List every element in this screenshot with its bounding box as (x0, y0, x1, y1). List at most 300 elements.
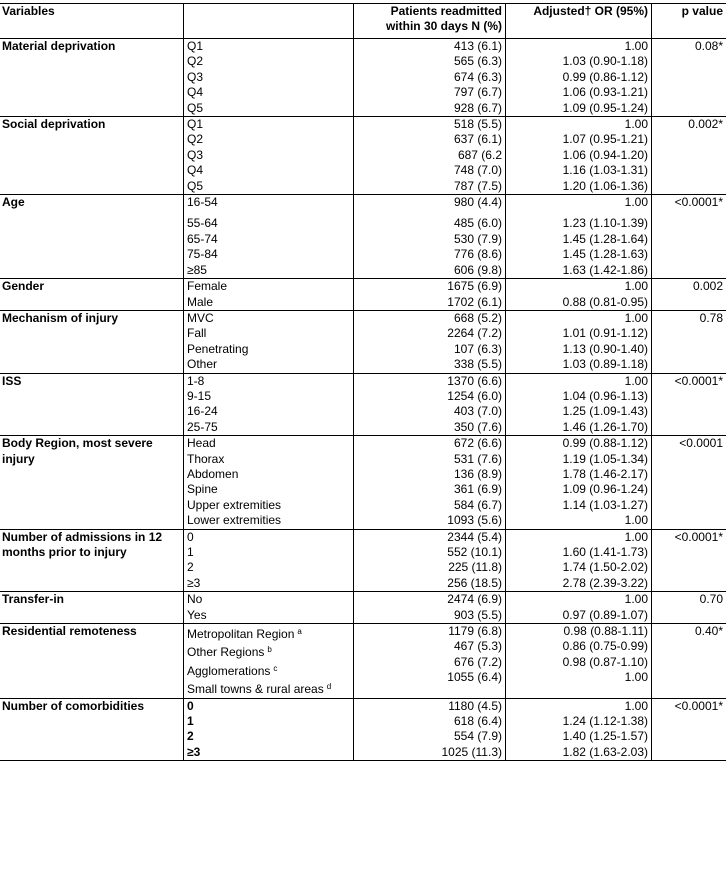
table-row (0, 624, 726, 699)
odds-ratio-value-text: 1.25 (1.09-1.43) (562, 404, 648, 419)
odds-ratio-value-text: 1.40 (1.25-1.57) (562, 729, 648, 744)
odds-ratio-value-text: 1.00 (624, 698, 648, 713)
patients-value-text: 1025 (11.3) (441, 744, 502, 759)
patients-value (357, 85, 502, 100)
variable-name: ISS (0, 373, 184, 436)
patients-value (357, 389, 502, 404)
patients-value (357, 263, 502, 278)
odds-ratio-value-text: 1.46 (1.26-1.70) (562, 419, 648, 434)
table-row (0, 698, 726, 761)
patients-value (357, 452, 502, 467)
header-or: Adjusted† OR (95%) (506, 4, 652, 39)
level-label-text: ≥3 (187, 575, 201, 590)
level-label (187, 679, 350, 697)
odds-ratio-value-cell (506, 39, 652, 117)
patients-value (357, 655, 502, 670)
patients-value-text: 361 (6.9) (453, 482, 502, 497)
header-levels (184, 4, 354, 39)
patients-value-text: 672 (6.6) (453, 436, 502, 451)
footnote-marker: a (297, 627, 302, 637)
level-label-cell (184, 310, 354, 373)
patients-value (357, 247, 502, 262)
odds-ratio-value-text: 0.88 (0.81-0.95) (562, 294, 648, 309)
footnote-marker: b (267, 645, 272, 655)
patients-value (357, 357, 502, 372)
patients-value (357, 54, 502, 69)
level-label-text: Spine (187, 482, 218, 497)
patients-value (357, 163, 502, 178)
odds-ratio-value (509, 745, 648, 760)
odds-ratio-value-text: 1.23 (1.10-1.39) (562, 216, 648, 231)
odds-ratio-value (509, 374, 648, 389)
level-label (187, 357, 350, 372)
level-label-text: Head (187, 436, 216, 451)
odds-ratio-value-text: 1.07 (0.95-1.21) (562, 132, 648, 147)
patients-value (357, 216, 502, 231)
patients-value-text: 676 (7.2) (453, 654, 502, 669)
patients-value (357, 117, 502, 132)
patients-value-text: 338 (5.5) (453, 357, 502, 372)
patients-value-text: 1179 (6.8) (448, 624, 502, 639)
odds-ratio-value-text: 0.98 (0.87-1.10) (562, 654, 648, 669)
odds-ratio-value (509, 295, 648, 310)
odds-ratio-value-cell (506, 624, 652, 699)
patients-value-text: 530 (7.9) (453, 231, 502, 246)
patients-value-text: 565 (6.3) (453, 54, 502, 69)
patients-value (357, 148, 502, 163)
level-label (187, 498, 350, 513)
patients-value (357, 326, 502, 341)
level-label (187, 132, 350, 147)
patients-value (357, 714, 502, 729)
odds-ratio-value-cell (506, 529, 652, 592)
odds-ratio-value-text: 1.60 (1.41-1.73) (562, 545, 648, 559)
footnote-marker: d (326, 682, 332, 692)
patients-value (357, 179, 502, 194)
odds-ratio-value-cell (506, 436, 652, 529)
patients-value-cell (354, 529, 506, 592)
patients-value (357, 342, 502, 357)
level-label-cell (184, 117, 354, 195)
level-label-cell (184, 698, 354, 761)
table-row (0, 436, 726, 529)
odds-ratio-value-text: 0.99 (0.88-1.12) (562, 436, 648, 451)
patients-value-text: 748 (7.0) (453, 163, 502, 178)
odds-ratio-value (509, 639, 648, 654)
level-label (187, 374, 350, 389)
odds-ratio-value (509, 117, 648, 132)
odds-ratio-value (509, 85, 648, 100)
variable-name: Transfer-in (0, 592, 184, 624)
patients-value-text: 350 (7.6) (453, 419, 502, 434)
odds-ratio-value (509, 714, 648, 729)
level-label-text: 1 (187, 714, 194, 729)
odds-ratio-value (509, 263, 648, 278)
patients-value (357, 545, 502, 560)
odds-ratio-value-text: 1.00 (624, 195, 648, 210)
odds-ratio-value-text: 1.20 (1.06-1.36) (562, 178, 648, 193)
patients-value-text: 776 (8.6) (453, 247, 502, 262)
variable-name: Number of admissions in 12 months prior to injury (0, 529, 184, 592)
p-value: 0.002 (652, 279, 726, 311)
patients-value-cell (354, 310, 506, 373)
patients-value (357, 467, 502, 482)
patients-value-text: 1093 (5.6) (447, 513, 502, 528)
patients-value-cell (354, 195, 506, 279)
table-row (0, 195, 726, 279)
odds-ratio-value (509, 436, 648, 451)
odds-ratio-value (509, 132, 648, 147)
patients-value-cell (354, 624, 506, 699)
level-label-text: ≥3 (187, 744, 201, 759)
odds-ratio-value-text: 1.00 (624, 279, 648, 294)
odds-ratio-value (509, 389, 648, 404)
patients-value-text: 687 (6.2 (457, 147, 502, 162)
patients-value-text: 584 (6.7) (453, 497, 502, 512)
odds-ratio-value (509, 404, 648, 419)
level-label-text: Q2 (187, 132, 204, 147)
table-row (0, 592, 726, 624)
level-label (187, 714, 350, 729)
patients-value (357, 624, 502, 639)
patients-value-text: 1180 (4.5) (448, 698, 502, 713)
table-body (0, 39, 726, 761)
odds-ratio-value-text: 1.03 (0.89-1.18) (562, 357, 648, 372)
p-value: 0.78 (652, 310, 726, 373)
patients-value-text: 618 (6.4) (453, 714, 502, 729)
patients-value-text: 107 (6.3) (453, 341, 502, 356)
odds-ratio-value (509, 576, 648, 591)
p-value: <0.0001* (652, 698, 726, 761)
level-label-text: No (187, 592, 203, 607)
odds-ratio-value-text: 1.19 (1.05-1.34) (562, 451, 648, 466)
level-label-text: Q5 (187, 178, 204, 193)
odds-ratio-value-text: 1.04 (0.96-1.13) (562, 388, 648, 403)
table-row (0, 529, 726, 592)
patients-value-cell (354, 436, 506, 529)
variable-name: Material deprivation (0, 39, 184, 117)
patients-value (357, 404, 502, 419)
patients-value-cell (354, 117, 506, 195)
level-label (187, 179, 350, 194)
odds-ratio-value (509, 608, 648, 623)
odds-ratio-value (509, 163, 648, 178)
patients-value-text: 225 (11.8) (448, 560, 502, 575)
odds-ratio-value-text: 0.86 (0.75-0.99) (562, 639, 648, 654)
level-label-text: Q4 (187, 85, 204, 100)
patients-value (357, 498, 502, 513)
level-label (187, 661, 350, 679)
odds-ratio-value-cell (506, 310, 652, 373)
patients-value-text: 485 (6.0) (453, 216, 502, 231)
patients-value-text: 552 (10.1) (447, 545, 502, 559)
odds-ratio-value-text: 1.03 (0.90-1.18) (562, 54, 648, 69)
odds-ratio-value (509, 624, 648, 639)
level-label-text: Other (187, 357, 218, 372)
odds-ratio-value (509, 179, 648, 194)
patients-value (357, 482, 502, 497)
patients-value (357, 374, 502, 389)
level-label-cell (184, 529, 354, 592)
patients-value-text: 467 (5.3) (453, 639, 502, 654)
odds-ratio-value (509, 232, 648, 247)
level-label (187, 295, 350, 310)
variable-name: Social deprivation (0, 117, 184, 195)
level-label-text: Yes (187, 607, 207, 622)
odds-ratio-value (509, 311, 648, 326)
odds-ratio-value (509, 247, 648, 262)
p-value: <0.0001 (652, 436, 726, 529)
patients-value-cell (354, 39, 506, 117)
level-label (187, 101, 350, 116)
patients-value (357, 530, 502, 545)
level-label (187, 699, 350, 714)
odds-ratio-value (509, 195, 648, 210)
variable-name: Age (0, 195, 184, 279)
level-label (187, 560, 350, 575)
patients-value (357, 639, 502, 654)
patients-value (357, 295, 502, 310)
level-label-text: 1 (187, 545, 194, 559)
level-label-text: Q3 (187, 147, 204, 162)
level-label-text: 16-24 (187, 404, 218, 419)
patients-value (357, 745, 502, 760)
odds-ratio-value-cell (506, 195, 652, 279)
table-row (0, 279, 726, 311)
patients-value-text: 1702 (6.1) (447, 294, 502, 309)
odds-ratio-value (509, 560, 648, 575)
odds-ratio-value-text: 1.00 (624, 670, 648, 685)
odds-ratio-value-text: 2.78 (2.39-3.22) (562, 575, 648, 590)
odds-ratio-value-text: 1.00 (624, 529, 648, 544)
odds-ratio-value-text: 1.45 (1.28-1.64) (562, 231, 648, 246)
odds-ratio-value-text: 1.00 (624, 310, 648, 325)
patients-value (357, 70, 502, 85)
odds-ratio-value-text: 0.98 (0.88-1.11) (563, 624, 648, 639)
level-label (187, 263, 350, 278)
level-label (187, 642, 350, 660)
level-label (187, 530, 350, 545)
odds-ratio-value (509, 498, 648, 513)
level-label (187, 576, 350, 591)
patients-value (357, 436, 502, 451)
patients-value (357, 132, 502, 147)
patients-value-text: 606 (9.8) (453, 262, 502, 277)
patients-value-text: 797 (6.7) (453, 85, 502, 100)
odds-ratio-value (509, 39, 648, 54)
odds-ratio-value (509, 420, 648, 435)
patients-value (357, 311, 502, 326)
odds-ratio-value-text: 1.00 (624, 39, 648, 53)
odds-ratio-value-text: 1.24 (1.12-1.38) (562, 714, 648, 729)
level-label-text: 75-84 (187, 247, 218, 262)
level-label-text: 9-15 (187, 388, 212, 403)
level-label (187, 592, 350, 607)
header-patients: Patients readmitted within 30 days N (%) (354, 4, 506, 39)
patients-value-text: 256 (18.5) (447, 575, 502, 590)
patients-value-text: 1370 (6.6) (447, 373, 502, 388)
level-label (187, 195, 350, 210)
odds-ratio-value-text: 1.00 (624, 117, 648, 132)
odds-ratio-value (509, 101, 648, 116)
header-variables: Variables (0, 4, 184, 39)
level-label-cell (184, 373, 354, 436)
level-label (187, 545, 350, 560)
results-table (0, 3, 726, 761)
patients-value-cell (354, 373, 506, 436)
level-label (187, 342, 350, 357)
patients-value (357, 420, 502, 435)
level-label (187, 608, 350, 623)
odds-ratio-value-text: 1.13 (0.90-1.40) (562, 341, 648, 356)
odds-ratio-value-text: 1.00 (624, 373, 648, 388)
odds-ratio-value (509, 482, 648, 497)
odds-ratio-value-cell (506, 592, 652, 624)
level-label-text: Female (187, 279, 228, 294)
patients-value-text: 518 (5.5) (453, 117, 502, 132)
odds-ratio-value-text: 1.74 (1.50-2.02) (562, 560, 648, 575)
p-value: <0.0001* (652, 373, 726, 436)
patients-value-text: 637 (6.1) (453, 132, 502, 147)
p-value: <0.0001* (652, 529, 726, 592)
patients-value (357, 39, 502, 54)
patients-value (357, 699, 502, 714)
level-label (187, 513, 350, 528)
p-value: 0.002* (652, 117, 726, 195)
variable-name: Mechanism of injury (0, 310, 184, 373)
level-label-text: Abdomen (187, 466, 239, 481)
odds-ratio-value (509, 279, 648, 294)
level-label (187, 467, 350, 482)
footnote-marker: c (273, 663, 278, 673)
odds-ratio-value (509, 148, 648, 163)
p-value: 0.40* (652, 624, 726, 699)
level-label-text: 65-74 (187, 231, 218, 246)
odds-ratio-value-text: 1.82 (1.63-2.03) (562, 744, 648, 759)
level-label-text: Q4 (187, 163, 204, 178)
level-label-cell (184, 624, 354, 699)
odds-ratio-value-text: 1.14 (1.03-1.27) (562, 497, 648, 512)
odds-ratio-value-text: 0.99 (0.86-1.12) (562, 69, 648, 84)
level-label (187, 279, 350, 294)
level-label-text: Q2 (187, 54, 204, 69)
odds-ratio-value-text: 1.00 (624, 513, 648, 528)
level-label (187, 117, 350, 132)
level-label-text: Metropolitan Region (187, 627, 295, 642)
level-label (187, 85, 350, 100)
level-label-text: Fall (187, 326, 207, 341)
table-row (0, 373, 726, 436)
odds-ratio-value-cell (506, 117, 652, 195)
patients-value-text: 136 (8.9) (453, 466, 502, 481)
patients-value-cell (354, 698, 506, 761)
level-label-text: 2 (187, 729, 194, 744)
patients-value-text: 787 (7.5) (453, 178, 502, 193)
level-label (187, 311, 350, 326)
patients-value-text: 668 (5.2) (453, 310, 502, 325)
odds-ratio-value (509, 545, 648, 560)
odds-ratio-value (509, 592, 648, 607)
level-label-cell (184, 436, 354, 529)
level-label-cell (184, 592, 354, 624)
level-label-text: Upper extremities (187, 497, 282, 512)
level-label (187, 39, 350, 54)
level-label-cell (184, 39, 354, 117)
p-value: 0.08* (652, 39, 726, 117)
level-label (187, 326, 350, 341)
level-label-text: 16-54 (187, 195, 218, 210)
level-label (187, 54, 350, 69)
table-row (0, 310, 726, 373)
patients-value (357, 101, 502, 116)
odds-ratio-value-cell (506, 698, 652, 761)
level-label-text: Other Regions (187, 645, 265, 660)
odds-ratio-value (509, 729, 648, 744)
patients-value-cell (354, 592, 506, 624)
level-label-text: 0 (187, 698, 194, 713)
odds-ratio-value-text: 1.06 (0.94-1.20) (562, 147, 648, 162)
odds-ratio-value (509, 342, 648, 357)
level-label (187, 216, 350, 231)
patients-value-text: 903 (5.5) (453, 607, 502, 622)
odds-ratio-value-text: 1.09 (0.96-1.24) (562, 482, 648, 497)
level-label (187, 436, 350, 451)
odds-ratio-value (509, 70, 648, 85)
odds-ratio-value (509, 670, 648, 685)
level-label (187, 247, 350, 262)
odds-ratio-value-text: 1.16 (1.03-1.31) (562, 163, 648, 178)
patients-value-text: 413 (6.1) (453, 39, 502, 53)
odds-ratio-value (509, 655, 648, 670)
patients-value-text: 2344 (5.4) (447, 529, 502, 544)
variable-name: Gender (0, 279, 184, 311)
odds-ratio-value-text: 1.06 (0.93-1.21) (562, 85, 648, 100)
odds-ratio-value (509, 54, 648, 69)
level-label-text: Q1 (187, 117, 204, 132)
level-label-text: ≥85 (187, 262, 207, 277)
odds-ratio-value (509, 216, 648, 231)
level-label (187, 745, 350, 760)
level-label-text: 0 (187, 529, 194, 544)
odds-ratio-value-text: 1.01 (0.91-1.12) (562, 326, 648, 341)
level-label-text: MVC (187, 310, 214, 325)
level-label (187, 232, 350, 247)
variable-name: Number of comorbidities (0, 698, 184, 761)
level-label (187, 624, 350, 642)
patients-value (357, 576, 502, 591)
patients-value-text: 928 (6.7) (453, 100, 502, 115)
odds-ratio-value-cell (506, 373, 652, 436)
patients-value-text: 980 (4.4) (453, 195, 502, 210)
level-label-text: Small towns & rural areas (187, 682, 324, 697)
odds-ratio-value-text: 0.97 (0.89-1.07) (562, 607, 648, 622)
patients-value-text: 1675 (6.9) (447, 279, 502, 294)
variable-name: Body Region, most severe injury (0, 436, 184, 529)
patients-value-text: 1055 (6.4) (447, 670, 502, 685)
patients-value (357, 513, 502, 528)
level-label-text: Thorax (187, 451, 225, 466)
level-label (187, 404, 350, 419)
odds-ratio-value-text: 1.63 (1.42-1.86) (562, 262, 648, 277)
table-row (0, 39, 726, 117)
patients-value-text: 2264 (7.2) (447, 326, 502, 341)
level-label (187, 389, 350, 404)
level-label (187, 163, 350, 178)
table-row (0, 117, 726, 195)
patients-value (357, 592, 502, 607)
level-label-text: Lower extremities (187, 513, 282, 528)
patients-value-text: 531 (7.6) (453, 451, 502, 466)
